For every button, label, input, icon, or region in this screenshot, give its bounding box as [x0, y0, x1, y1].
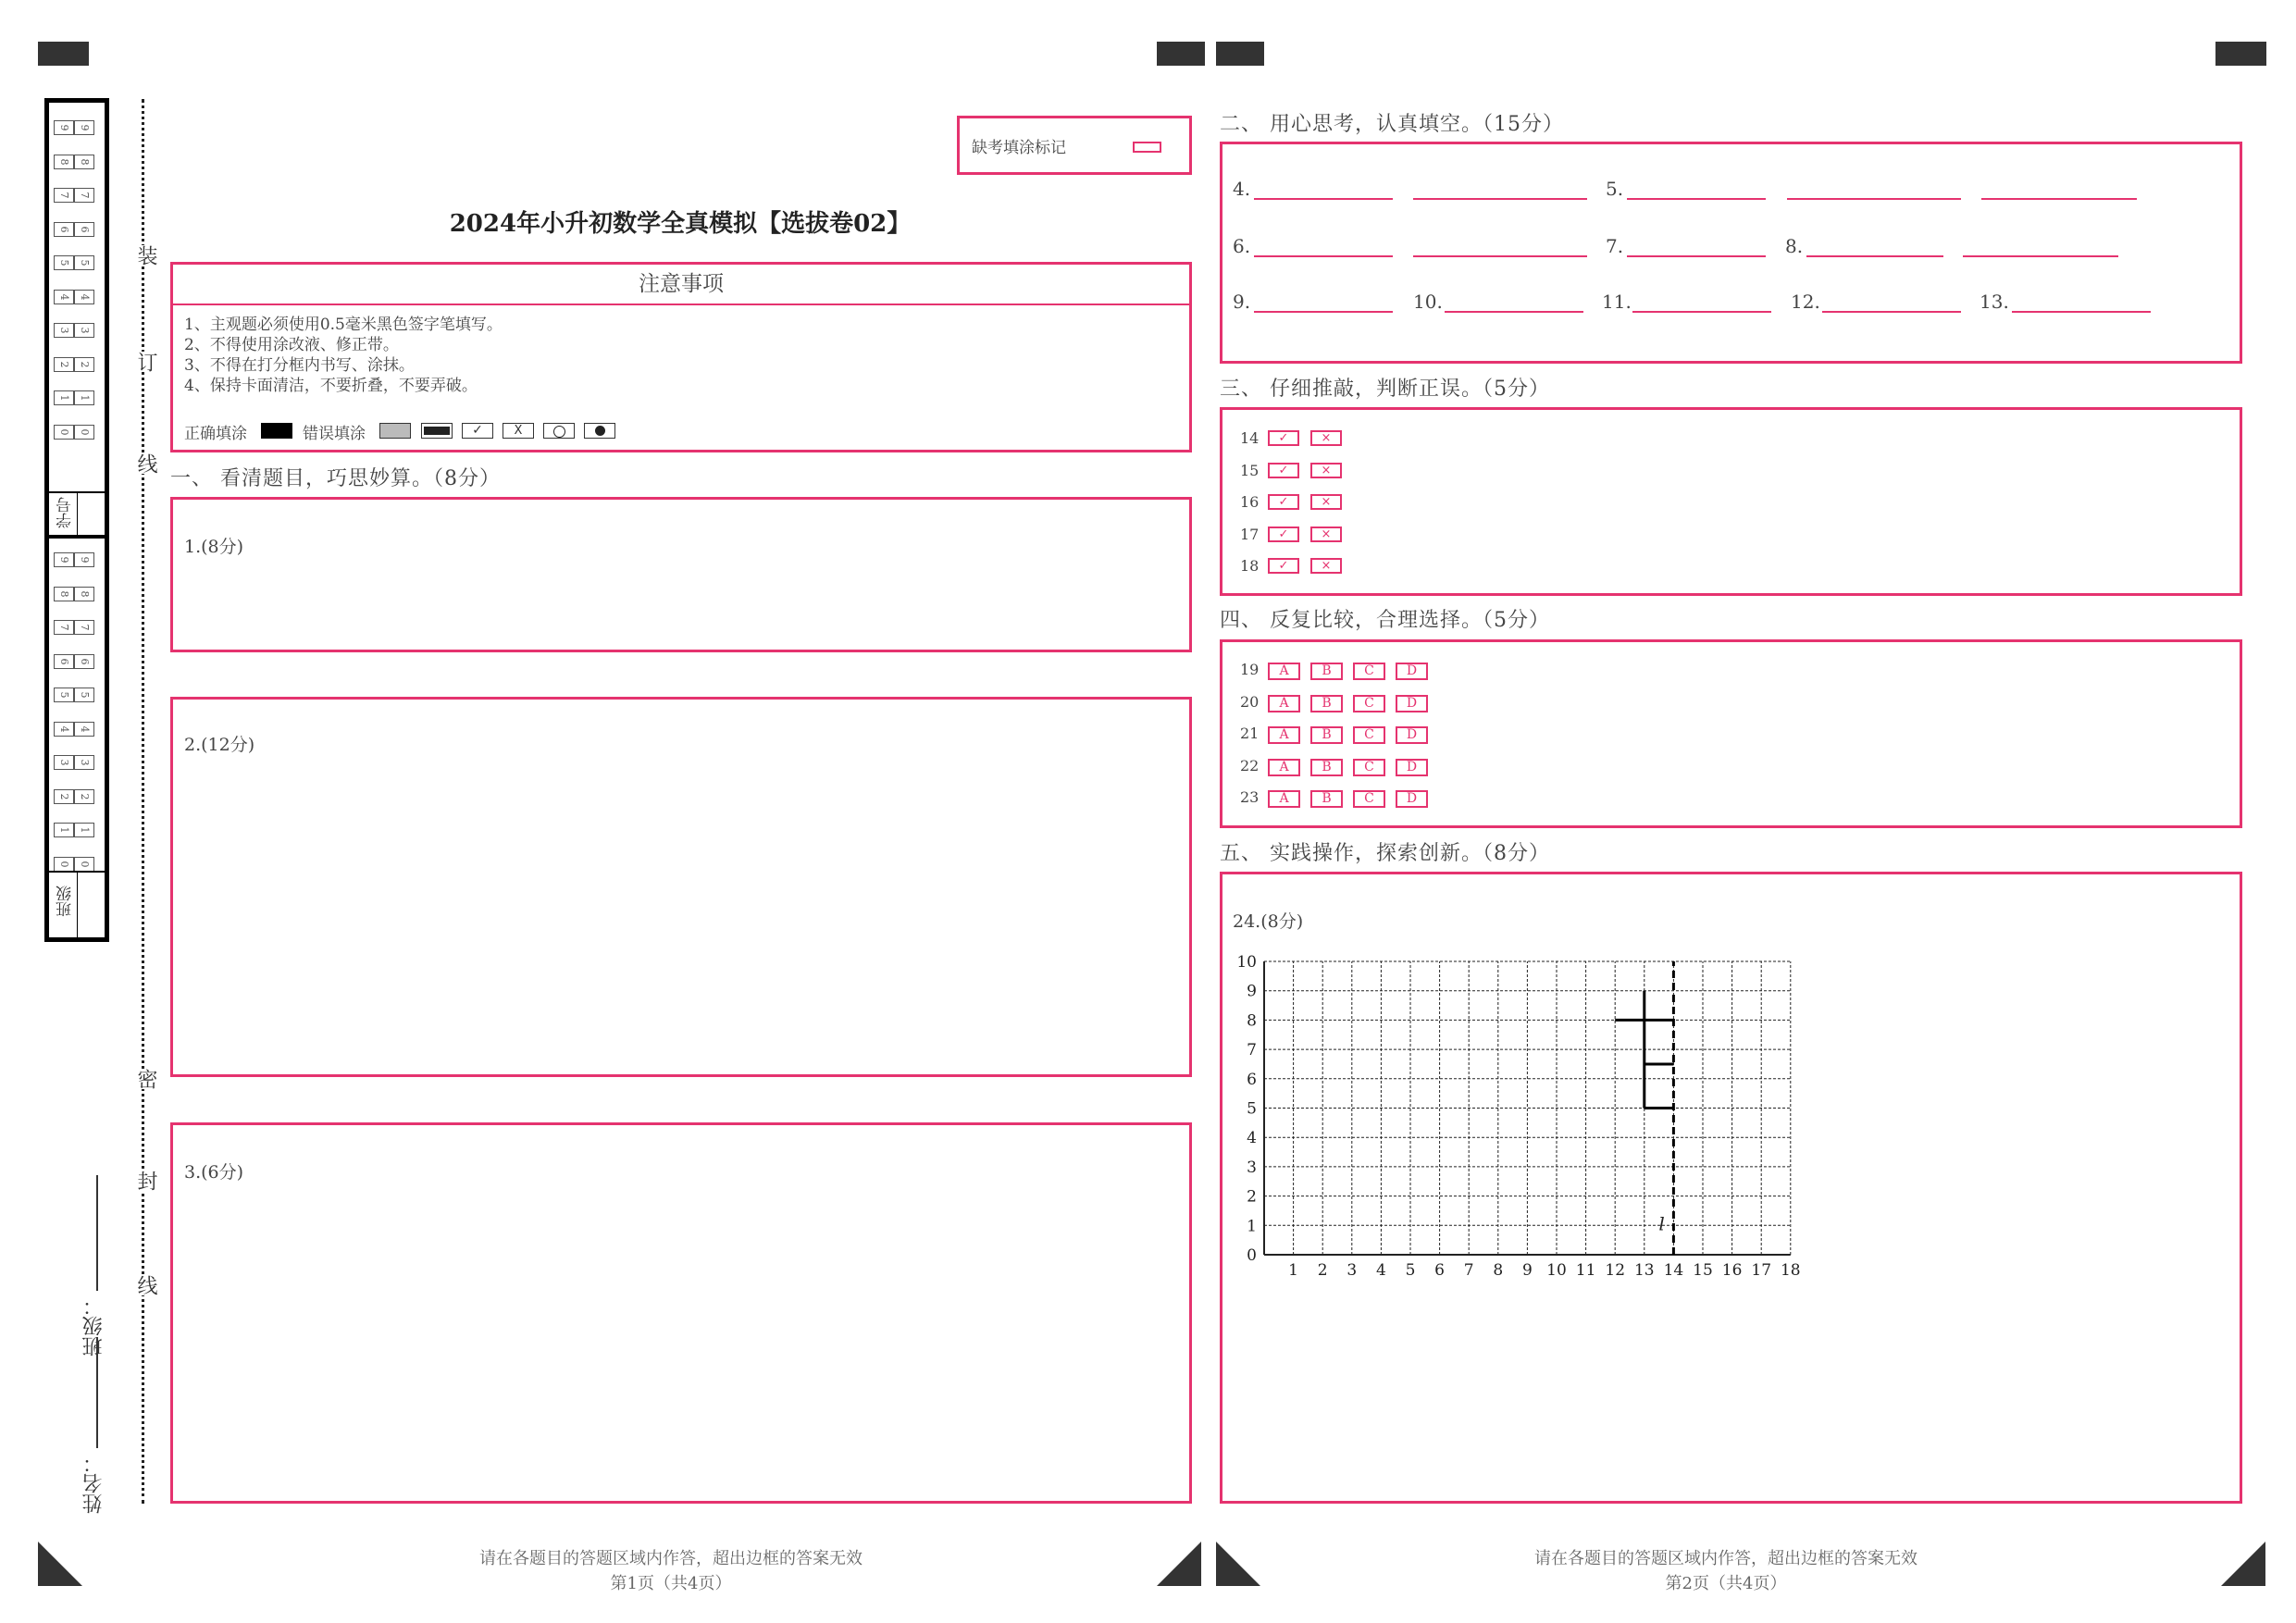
class-digit-bubble[interactable]: 2	[54, 789, 74, 804]
student-number-digit-bubble[interactable]: 1	[54, 390, 74, 405]
section-3-title: 三、 仔细推敲，判断正误。（5分）	[1220, 378, 1550, 401]
mc-option-a[interactable]: A	[1268, 663, 1300, 680]
x-tick-label: 3	[1347, 1261, 1358, 1277]
blank-label-13: 13.	[1980, 291, 2009, 313]
class-field-line[interactable]	[96, 1175, 98, 1291]
tf-row-number: 16	[1240, 493, 1260, 511]
tf-row-number: 17	[1240, 525, 1260, 543]
x-tick-label: 16	[1721, 1261, 1743, 1277]
tf-true-bubble[interactable]: ✓	[1268, 494, 1299, 510]
registration-marker-top-center-left	[1157, 42, 1205, 66]
blank-6a[interactable]	[1254, 255, 1393, 257]
blank-5c[interactable]	[1981, 198, 2137, 200]
question-1-label: 1.(8分)	[184, 537, 244, 557]
mc-option-a[interactable]: A	[1268, 695, 1300, 712]
mc-row-number: 21	[1240, 725, 1260, 742]
class-digit-bubble[interactable]: 4	[54, 722, 74, 737]
blank-label-9: 9.	[1233, 291, 1251, 313]
corner-triangle-bottom-center-right	[1216, 1542, 1260, 1586]
footer-page-number-2: 第2页（共4页）	[1665, 1574, 1787, 1593]
mc-option-b[interactable]: B	[1310, 759, 1343, 776]
wrong-fill-circle	[543, 423, 575, 439]
coordinate-grid-figure	[1222, 953, 1815, 1277]
x-tick-label: 9	[1521, 1261, 1533, 1277]
corner-triangle-bottom-right	[2221, 1542, 2265, 1586]
student-number-digit-bubble[interactable]: 5	[54, 255, 74, 270]
y-tick-label: 3	[1247, 1158, 1257, 1177]
student-number-digit-bubble[interactable]: 2	[54, 357, 74, 372]
mc-option-a[interactable]: A	[1268, 759, 1300, 776]
student-number-digit-bubble[interactable]: 6	[74, 222, 94, 237]
blank-4a[interactable]	[1254, 198, 1393, 200]
mc-option-a[interactable]: A	[1268, 790, 1300, 808]
absent-mark-bubble[interactable]	[1133, 142, 1161, 153]
x-tick-label: 1	[1288, 1261, 1299, 1277]
class-digit-bubble[interactable]: 9	[54, 552, 74, 567]
blank-10[interactable]	[1445, 311, 1583, 313]
answer-box-q2[interactable]	[170, 697, 1192, 1077]
x-tick-label: 5	[1405, 1261, 1416, 1277]
class-digit-bubble[interactable]: 2	[74, 789, 94, 804]
x-tick-label: 7	[1463, 1261, 1474, 1277]
registration-marker-top-center-right	[1216, 42, 1264, 66]
student-id-panel	[44, 98, 109, 942]
mc-row-number: 20	[1240, 692, 1260, 711]
blank-label-8: 8.	[1785, 235, 1804, 257]
tf-false-bubble[interactable]: ×	[1310, 527, 1342, 542]
mc-row-number: 22	[1240, 756, 1260, 774]
class-digit-bubble[interactable]: 3	[74, 755, 94, 770]
registration-marker-top-right	[2215, 42, 2266, 66]
answer-box-q1[interactable]	[170, 497, 1192, 652]
class-digit-bubble[interactable]: 4	[74, 722, 94, 737]
name-class-field[interactable]	[80, 1175, 117, 1518]
notice-item: 3、不得在打分框内书写、涂抹。	[184, 356, 415, 375]
axis-line-label: l	[1658, 1212, 1665, 1235]
blank-6b[interactable]	[1413, 255, 1587, 257]
blank-12[interactable]	[1822, 311, 1961, 313]
mc-option-d[interactable]: D	[1396, 790, 1428, 808]
binding-char-feng: 封	[131, 1171, 160, 1191]
blank-11[interactable]	[1632, 311, 1771, 313]
student-no-label: 学号	[56, 497, 75, 528]
blank-label-5: 5.	[1606, 178, 1624, 200]
blank-label-11: 11.	[1602, 291, 1632, 313]
student-no-label-cell	[49, 491, 105, 539]
student-number-digit-bubble[interactable]: 7	[54, 188, 74, 203]
wrong-fill-label: 错误填涂	[303, 425, 366, 443]
mc-option-c[interactable]: C	[1353, 663, 1385, 680]
fill-blank-box	[1220, 142, 2242, 364]
blank-label-10: 10.	[1413, 291, 1443, 313]
mc-option-c[interactable]: C	[1353, 759, 1385, 776]
multiple-choice-box	[1220, 639, 2242, 828]
mc-option-a[interactable]: A	[1268, 726, 1300, 744]
tf-true-bubble[interactable]: ✓	[1268, 558, 1299, 574]
y-tick-label: 2	[1247, 1187, 1257, 1207]
class-digits[interactable]	[49, 535, 105, 923]
x-tick-label: 2	[1317, 1261, 1328, 1277]
mc-option-d[interactable]: D	[1396, 695, 1428, 712]
binding-char-mi: 密	[131, 1069, 160, 1089]
mc-row-number: 19	[1240, 661, 1260, 678]
name-field-label: 姓名：	[82, 1453, 105, 1514]
y-tick-label: 6	[1247, 1070, 1257, 1089]
tf-true-bubble[interactable]: ✓	[1268, 527, 1299, 542]
footer-page-number-1: 第1页（共4页）	[610, 1574, 732, 1593]
x-tick-label: 18	[1780, 1261, 1801, 1277]
answer-box-q3[interactable]	[170, 1122, 1192, 1504]
wrong-fill-half	[421, 423, 453, 439]
blank-4b[interactable]	[1413, 198, 1587, 200]
blank-label-4: 4.	[1233, 178, 1251, 200]
class-digit-bubble[interactable]: 6	[54, 654, 74, 669]
student-number-digit-bubble[interactable]: 4	[74, 290, 94, 304]
x-tick-label: 6	[1434, 1261, 1446, 1277]
absent-mark-label: 缺考填涂标记	[972, 139, 1066, 157]
y-tick-label: 0	[1247, 1246, 1257, 1265]
class-digit-bubble[interactable]: 7	[54, 620, 74, 635]
page-title: 2024年小升初数学全真模拟【选拔卷02】	[449, 210, 912, 238]
footer-notice-page1: 请在各题目的答题区域内作答，超出边框的答案无效	[479, 1549, 863, 1568]
registration-marker-top-left	[38, 42, 89, 66]
student-number-digit-bubble[interactable]: 4	[54, 290, 74, 304]
tf-false-bubble[interactable]: ×	[1310, 430, 1342, 446]
student-number-digit-bubble[interactable]: 6	[54, 222, 74, 237]
mc-row-number: 23	[1240, 788, 1260, 806]
student-number-digit-bubble[interactable]: 8	[74, 155, 94, 169]
y-tick-label: 7	[1247, 1041, 1257, 1060]
student-number-digit-bubble[interactable]: 5	[74, 255, 94, 270]
student-number-digit-bubble[interactable]: 8	[54, 155, 74, 169]
class-digit-bubble[interactable]: 1	[54, 823, 74, 837]
mc-option-c[interactable]: C	[1353, 790, 1385, 808]
blank-label-6: 6.	[1233, 235, 1251, 257]
mc-option-c[interactable]: C	[1353, 726, 1385, 744]
mc-option-c[interactable]: C	[1353, 695, 1385, 712]
blank-9[interactable]	[1254, 311, 1393, 313]
student-number-digit-bubble[interactable]: 9	[74, 120, 94, 135]
blank-7[interactable]	[1627, 255, 1766, 257]
blank-label-7: 7.	[1606, 235, 1624, 257]
blank-5b[interactable]	[1787, 198, 1961, 200]
tf-false-bubble[interactable]: ×	[1310, 558, 1342, 574]
correct-fill-sample	[261, 423, 292, 439]
section-4-title: 四、 反复比较，合理选择。（5分）	[1220, 609, 1550, 632]
class-digit-bubble[interactable]: 8	[74, 587, 94, 601]
tf-row-number: 18	[1240, 557, 1260, 575]
class-digit-bubble[interactable]: 3	[54, 755, 74, 770]
corner-triangle-bottom-center-left	[1157, 1542, 1201, 1586]
y-tick-label: 4	[1247, 1129, 1257, 1148]
class-digit-bubble[interactable]: 0	[54, 857, 74, 872]
question-2-label: 2.(12分)	[184, 735, 255, 755]
answer-box-q24[interactable]	[1220, 872, 2242, 1504]
mc-option-b[interactable]: B	[1310, 790, 1343, 808]
section-1-title: 一、 看清题目，巧思妙算。（8分）	[170, 467, 501, 490]
wrong-fill-cross: X	[503, 423, 534, 439]
question-3-label: 3.(6分)	[184, 1162, 244, 1183]
class-digit-bubble[interactable]: 7	[74, 620, 94, 635]
footer-notice-page2: 请在各题目的答题区域内作答，超出边框的答案无效	[1534, 1549, 1917, 1568]
tf-row-number: 14	[1240, 429, 1260, 447]
class-digit-bubble[interactable]: 5	[54, 688, 74, 702]
blank-label-12: 12.	[1791, 291, 1820, 313]
class-digit-bubble[interactable]: 0	[74, 857, 94, 872]
student-number-digit-bubble[interactable]: 0	[54, 425, 74, 440]
tf-false-bubble[interactable]: ×	[1310, 494, 1342, 510]
tf-row-number: 15	[1240, 461, 1260, 479]
mc-option-b[interactable]: B	[1310, 663, 1343, 680]
mc-option-b[interactable]: B	[1310, 726, 1343, 744]
x-tick-label: 10	[1546, 1261, 1567, 1277]
question-24-label: 24.(8分)	[1233, 911, 1304, 932]
student-number-digit-bubble[interactable]: 7	[74, 188, 94, 203]
tf-true-bubble[interactable]: ✓	[1268, 430, 1299, 446]
notice-item: 4、保持卡面清洁，不要折叠，不要弄破。	[184, 377, 478, 395]
class-digit-bubble[interactable]: 8	[54, 587, 74, 601]
class-digit-bubble[interactable]: 9	[74, 552, 94, 567]
tf-true-bubble[interactable]: ✓	[1268, 463, 1299, 478]
x-tick-label: 11	[1575, 1261, 1596, 1277]
student-number-digit-bubble[interactable]: 9	[54, 120, 74, 135]
class-digit-bubble[interactable]: 6	[74, 654, 94, 669]
tf-false-bubble[interactable]: ×	[1310, 463, 1342, 478]
student-number-digits[interactable]	[49, 103, 105, 491]
wrong-fill-gray	[379, 423, 411, 439]
student-number-digit-bubble[interactable]: 1	[74, 390, 94, 405]
student-number-digit-bubble[interactable]: 3	[74, 323, 94, 338]
class-digit-bubble[interactable]: 1	[74, 823, 94, 837]
class-field-label: 班级：	[82, 1295, 105, 1357]
student-number-digit-bubble[interactable]: 0	[74, 425, 94, 440]
y-tick-label: 8	[1247, 1011, 1257, 1031]
blank-13[interactable]	[2012, 311, 2151, 313]
x-tick-label: 8	[1493, 1261, 1504, 1277]
mc-option-b[interactable]: B	[1310, 695, 1343, 712]
y-tick-label: 10	[1236, 953, 1257, 972]
section-2-title: 二、 用心思考，认真填空。（15分）	[1220, 113, 1564, 136]
notice-items	[184, 315, 503, 396]
x-tick-label: 13	[1633, 1261, 1655, 1277]
y-tick-label: 9	[1247, 982, 1257, 1001]
corner-triangle-bottom-left	[38, 1542, 82, 1586]
x-tick-label: 14	[1663, 1261, 1684, 1277]
wrong-fill-check: ✓	[462, 423, 493, 439]
y-tick-label: 5	[1247, 1099, 1257, 1119]
true-false-box	[1220, 407, 2242, 596]
student-number-digit-bubble[interactable]: 3	[54, 323, 74, 338]
mc-option-d[interactable]: D	[1396, 663, 1428, 680]
section-5-title: 五、 实践操作，探索创新。（8分）	[1220, 842, 1550, 865]
binding-char-zhuang: 装	[131, 245, 160, 266]
blank-8a[interactable]	[1806, 255, 1943, 257]
student-number-digit-bubble[interactable]: 2	[74, 357, 94, 372]
y-tick-label: 1	[1247, 1217, 1257, 1236]
mc-option-d[interactable]: D	[1396, 726, 1428, 744]
class-digit-bubble[interactable]: 5	[74, 688, 94, 702]
blank-5a[interactable]	[1627, 198, 1766, 200]
x-tick-label: 4	[1375, 1261, 1386, 1277]
class-label-cell	[49, 871, 105, 939]
notice-item: 2、不得使用涂改液、修正带。	[184, 336, 399, 354]
x-tick-label: 15	[1693, 1261, 1713, 1277]
x-tick-label: 12	[1605, 1261, 1626, 1277]
notice-item: 1、主观题必须使用0.5毫米黑色签字笔填写。	[184, 316, 503, 334]
binding-char-xian: 线	[131, 453, 160, 474]
notice-box	[170, 262, 1192, 452]
x-tick-label: 17	[1751, 1261, 1772, 1277]
mc-option-d[interactable]: D	[1396, 759, 1428, 776]
binding-char-ding: 订	[131, 352, 160, 372]
class-label: 班级	[56, 886, 75, 917]
absent-mark-box	[957, 116, 1192, 175]
notice-heading: 注意事项	[173, 265, 1189, 305]
blank-8b[interactable]	[1963, 255, 2118, 257]
correct-fill-label: 正确填涂	[184, 425, 247, 443]
wrong-fill-dot	[584, 423, 615, 439]
binding-char-xian2: 线	[131, 1275, 160, 1295]
